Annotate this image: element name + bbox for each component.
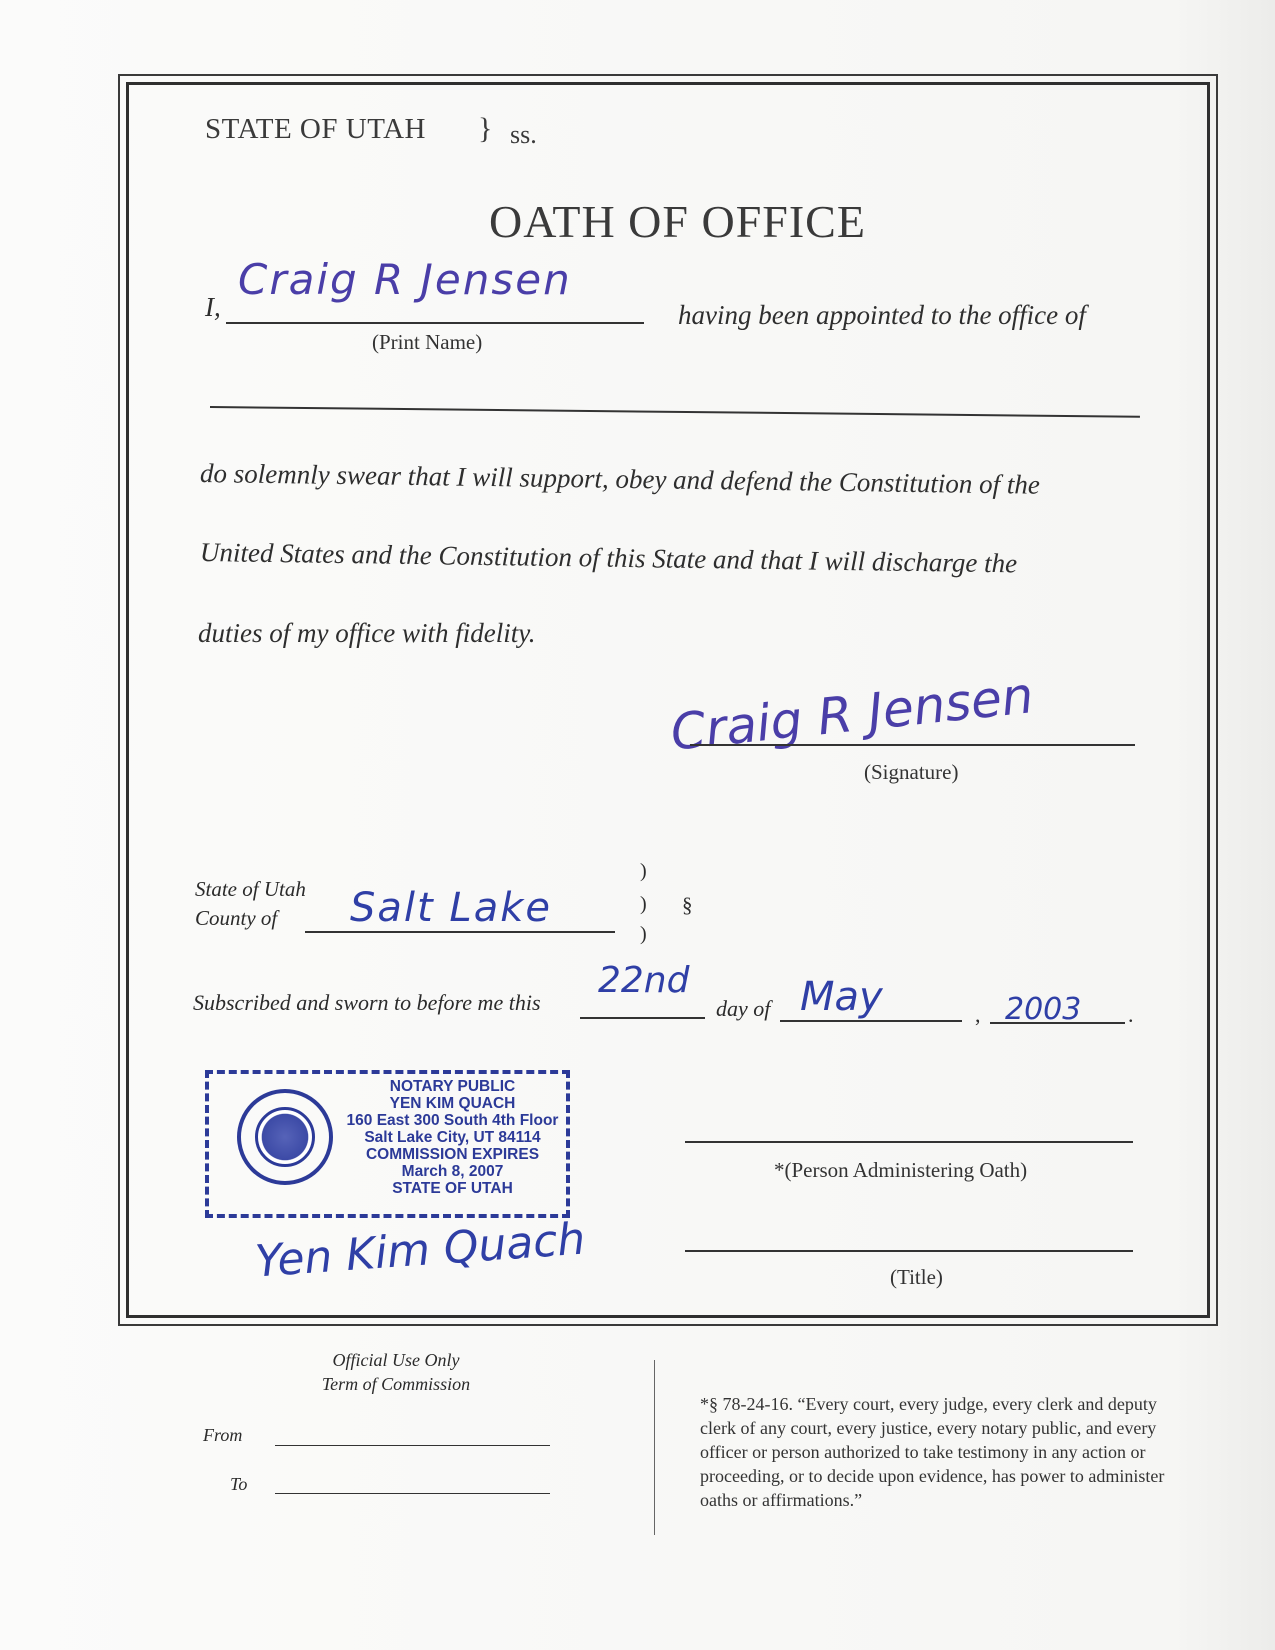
sworn-month-handwritten: May [800,974,883,1020]
stamp-line-6: March 8, 2007 [401,1163,504,1180]
document-title: OATH OF OFFICE [489,196,866,247]
sworn-prefix: Subscribed and sworn to before me this [193,990,541,1015]
ss-label: ss. [510,120,537,149]
administering-label: *(Person Administering Oath) [774,1158,1028,1182]
to-label: To [230,1474,248,1494]
venue-county-label: County of [195,906,278,930]
notary-signature-handwritten: Yen Kim Quach [253,1213,587,1288]
county-line [305,931,615,933]
section-divider [654,1360,655,1535]
print-name-handwritten: Craig R Jensen [238,255,572,304]
stamp-line-3: 160 East 300 South 4th Floor [346,1112,559,1129]
signature-line [690,744,1135,746]
notary-seal [237,1089,333,1185]
title-line [685,1250,1133,1252]
state-brace: } [478,112,493,145]
print-name-label: (Print Name) [372,330,483,354]
sworn-year-line [990,1022,1125,1024]
statute-footnote: *§ 78-24-16. “Every court, every judge, every clerk and deputy clerk of any court, every justice, every notary public, and every officer or person authorized to take testimony in any action or proceeding, or to decide upon evidence, has power to administer oaths or affirmations.” [700,1394,1165,1510]
sworn-year-handwritten: 2003 [1005,992,1082,1027]
signature-label: (Signature) [864,760,959,784]
oath-line-1: do solemnly swear that I will support, obey and defend the Constitution of the [199,458,1041,500]
to-line [275,1493,550,1494]
appointed-text: having been appointed to the office of [678,300,1086,330]
oath-line-2: United States and the Constitution of this State and that I will discharge the [199,537,1018,579]
venue-paren-3: ) [640,923,647,945]
oath-prefix: I, [205,292,221,322]
notary-seal-emblem [255,1107,315,1167]
section-symbol: § [682,893,693,917]
from-label: From [203,1425,243,1445]
stamp-line-7: STATE OF UTAH [392,1180,513,1197]
venue-paren-1: ) [640,860,647,882]
sworn-period: . [1128,1002,1134,1027]
stamp-line-2: YEN KIM QUACH [389,1095,516,1112]
stamp-line-1: NOTARY PUBLIC [389,1078,516,1095]
sworn-day-of: day of [716,996,771,1021]
stamp-line-4: Salt Lake City, UT 84114 [364,1129,541,1146]
venue-paren-2: ) [640,893,647,915]
sworn-day-handwritten: 22nd [598,960,690,1001]
print-name-line [226,322,644,324]
official-use-label: Official Use Only [332,1350,460,1370]
county-handwritten: Salt Lake [350,885,552,931]
oath-line-3: duties of my office with fidelity. [198,618,536,648]
notary-stamp-text [330,1078,575,1197]
from-line [275,1445,550,1446]
stamp-line-5: COMMISSION EXPIRES [365,1146,540,1163]
state-heading: STATE OF UTAH [205,113,426,145]
term-of-commission-label: Term of Commission [321,1374,471,1394]
oath-signature-handwritten: Craig R Jensen [667,666,1037,762]
venue-state-label: State of Utah [195,877,306,901]
sworn-month-line [780,1020,962,1022]
sworn-day-line [580,1017,705,1019]
administering-line [685,1141,1133,1143]
sworn-comma: , [975,1002,981,1027]
title-label: (Title) [890,1265,943,1289]
